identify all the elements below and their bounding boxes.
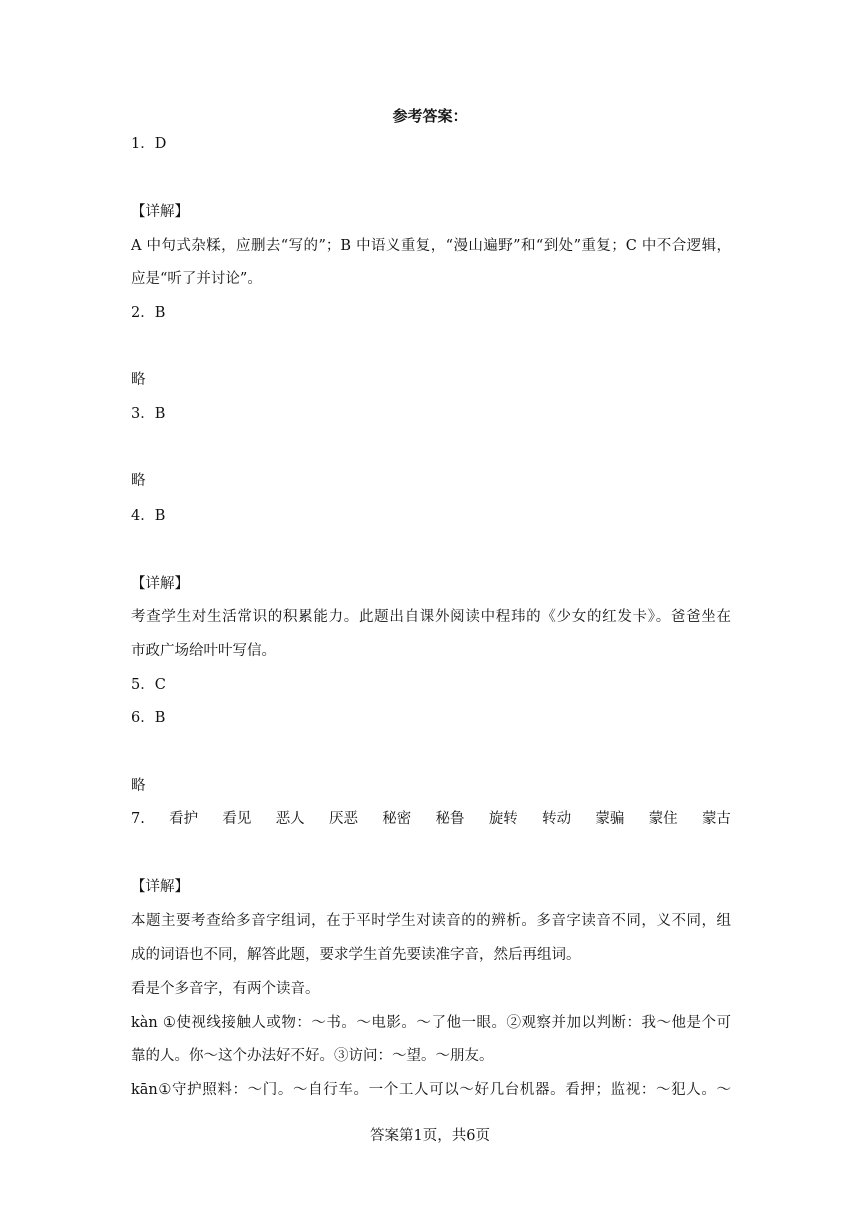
detail-text-1-line-2: 应是“听了并讨论”。 [131, 271, 262, 287]
word-item: 秘鲁 [435, 811, 465, 827]
word-item: 秘密 [382, 811, 412, 827]
detail-text-4-line-1: 考查学生对生活常识的积累能力。此题出自课外阅读中程玮的《少女的红发卡》。爸爸坐在 [131, 609, 731, 625]
detail-text-7-line-6: kān①守护照料：～门。～自行车。一个工人可以～好几台机器。看押；监视：～犯人。～ [131, 1082, 731, 1098]
answer-6-note: 略 [131, 778, 146, 794]
detail-heading-7: 【详解】 [131, 879, 189, 895]
answer-4: 4．B [131, 508, 166, 524]
page-footer: 答案第1页，共6页 [370, 1128, 490, 1144]
detail-heading-1: 【详解】 [131, 204, 189, 220]
word-item: 蒙古 [701, 811, 731, 827]
word-item: 蒙骗 [595, 811, 625, 827]
word-item: 蒙住 [648, 811, 678, 827]
detail-text-1-line-1: A 中句式杂糅，应删去“写的”；B 中语义重复，“漫山遍野”和“到处”重复；C 中不合逻辑， [131, 238, 731, 254]
answer-title: 参考答案： [392, 107, 468, 125]
answer-1: 1．D [131, 136, 167, 152]
word-item: 转动 [542, 811, 572, 827]
word-item: 看见 [222, 811, 252, 827]
word-item: 恶人 [275, 811, 305, 827]
answer-2: 2．B [131, 305, 166, 321]
detail-text-7-line-4: kàn ①使视线接触人或物：～书。～电影。～了他一眼。②观察并加以判断：我～他是个可 [131, 1015, 731, 1031]
detail-text-7-line-5: 靠的人。你～这个办法好不好。③访问：～望。～朋友。 [131, 1048, 494, 1064]
word-item: 厌恶 [328, 811, 358, 827]
detail-text-7-line-1: 本题主要考查给多音字组词，在于平时学生对读音的的辨析。多音字读音不同，义不同，组 [131, 913, 731, 929]
word-item: 旋转 [488, 811, 518, 827]
answer-2-note: 略 [131, 372, 146, 388]
answer-3-note: 略 [131, 473, 146, 489]
answer-3: 3．B [131, 406, 166, 422]
detail-heading-4: 【详解】 [131, 576, 189, 592]
answer-7-words [131, 809, 731, 829]
detail-text-4-line-2: 市政广场给叶叶写信。 [131, 643, 276, 659]
word-item: 看护 [169, 811, 199, 827]
answer-6: 6．B [131, 710, 166, 726]
answer-5: 5．C [131, 677, 166, 693]
detail-text-7-line-3: 看是个多音字，有两个读音。 [131, 981, 320, 997]
detail-text-7-line-2: 成的词语也不同，解答此题，要求学生首先要读准字音，然后再组词。 [131, 947, 581, 963]
answer-7-number: 7. [131, 811, 145, 827]
